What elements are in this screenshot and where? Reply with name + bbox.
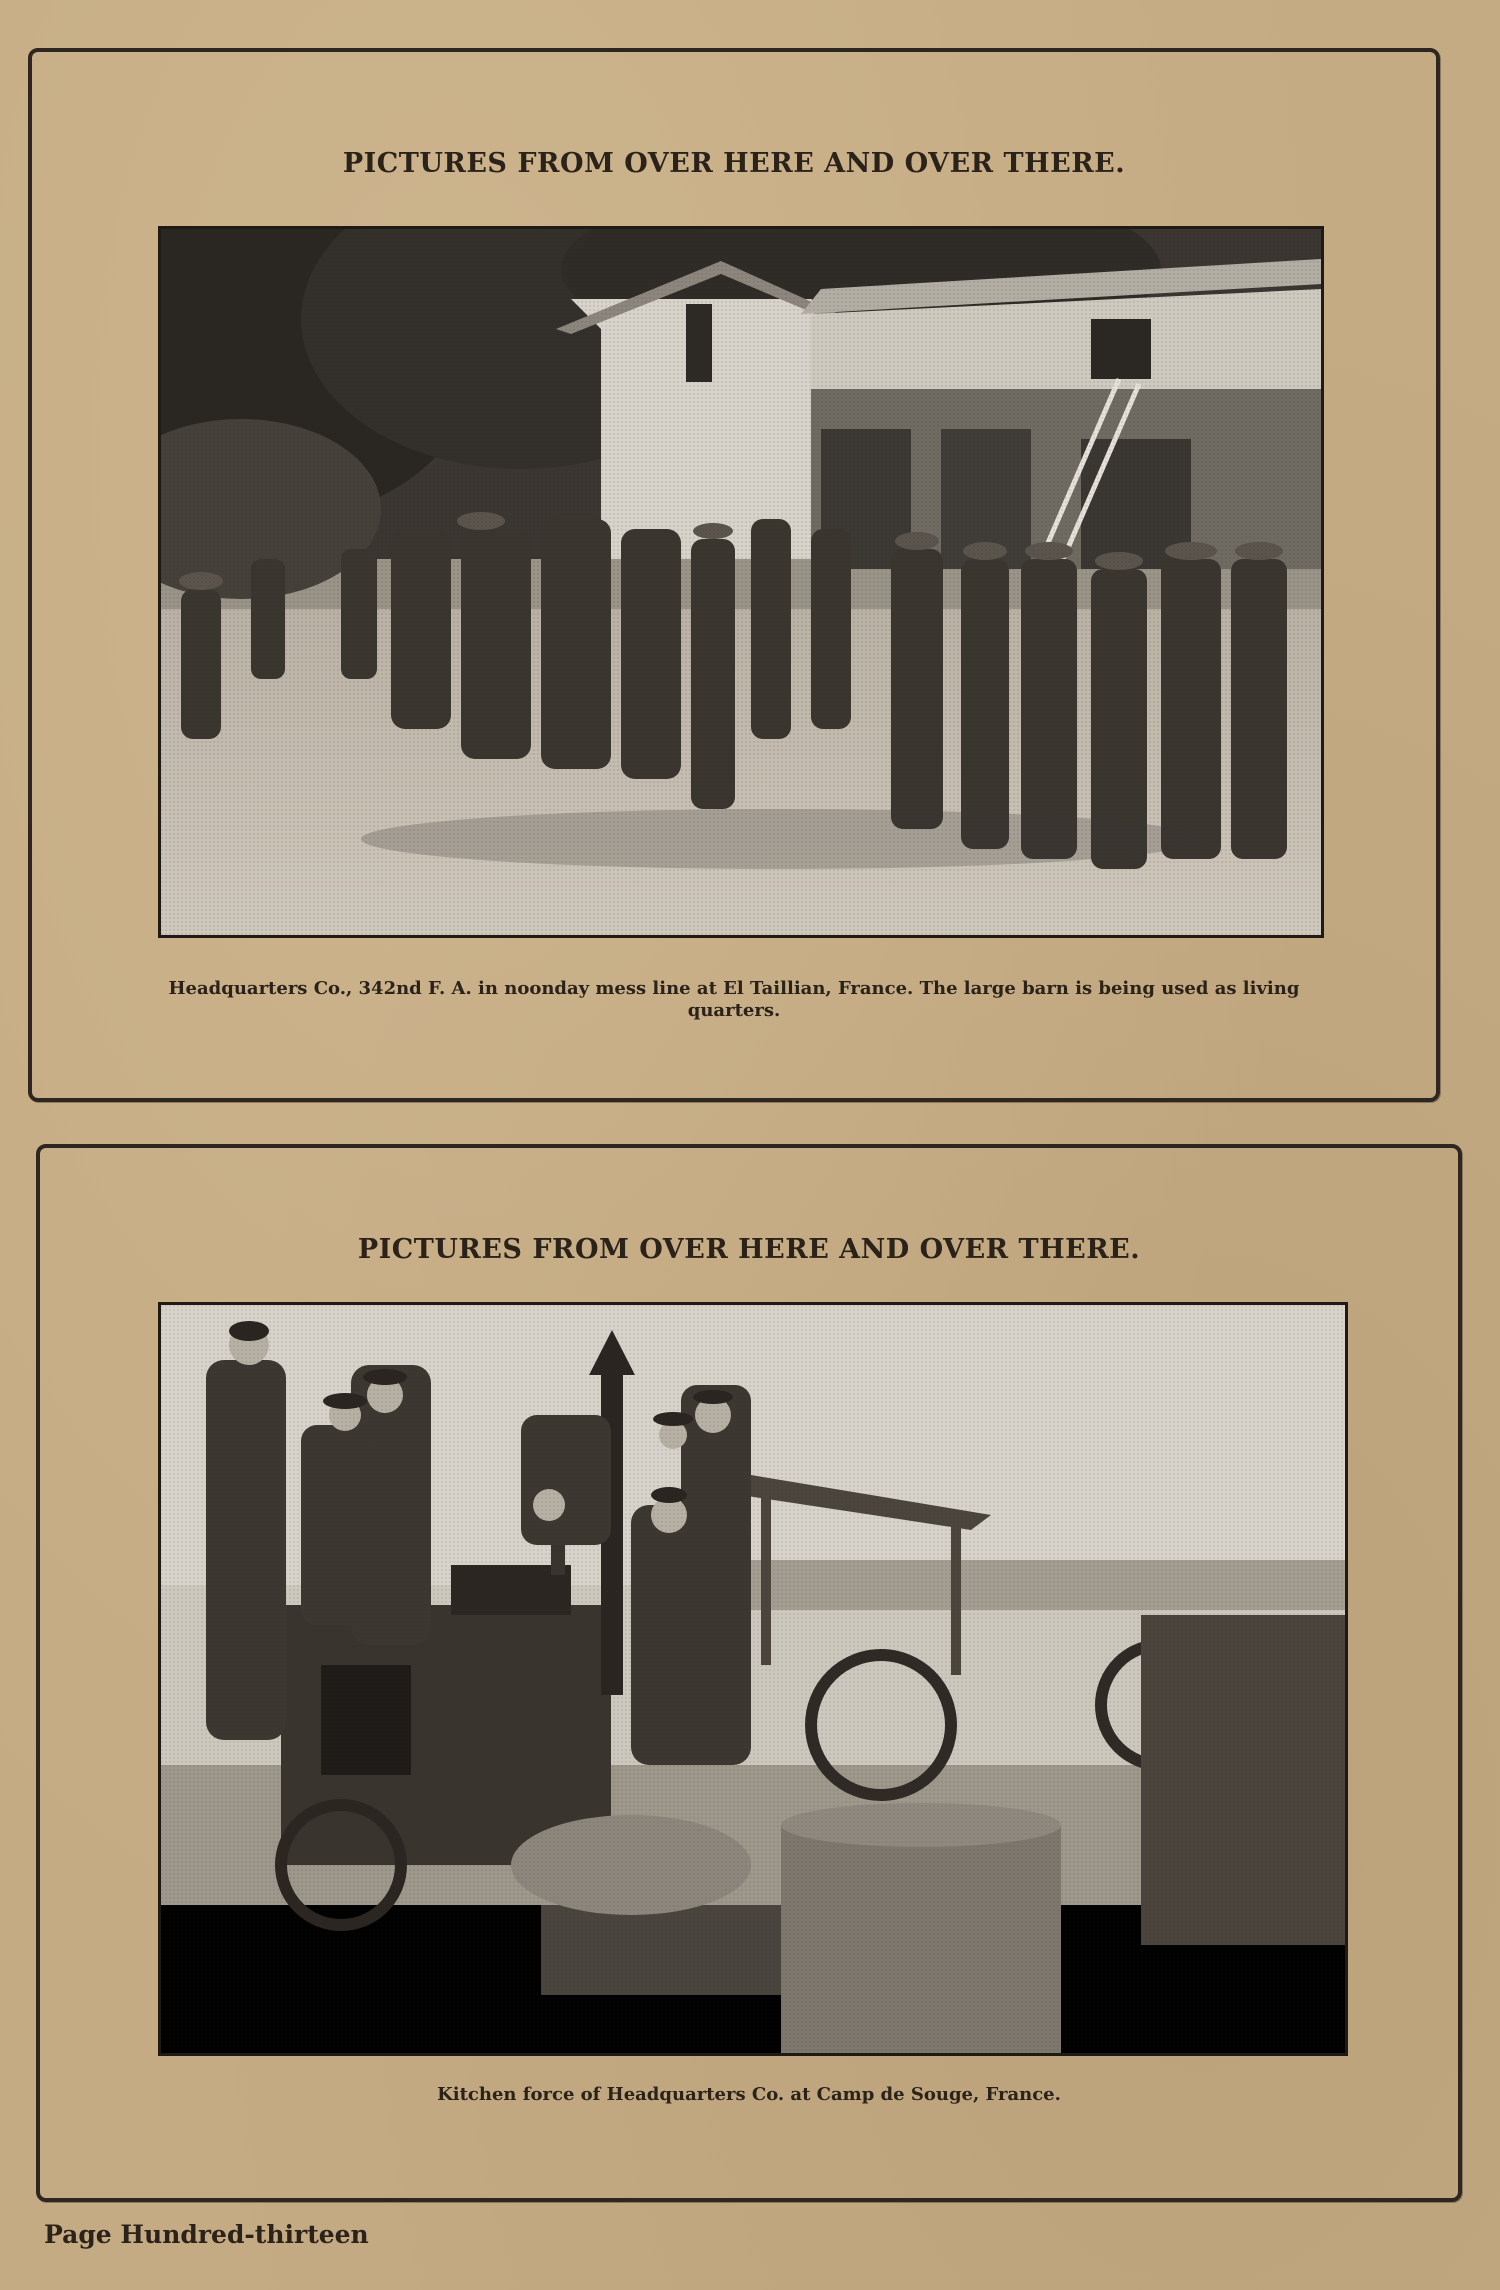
mess-line-photo [158,226,1324,938]
panel-heading: PICTURES FROM OVER HERE AND OVER THERE. [342,148,1126,179]
panel-caption: Kitchen force of Headquarters Co. at Camp de Souge, France. [437,2084,1061,2105]
panel-caption: Headquarters Co., 342nd F. A. in noonday mess line at El Taillian, France. The large barn is being used as living quarters. [168,978,1300,1021]
kitchen-force-photo [158,1302,1348,2056]
photo-panel-top [28,48,1440,1102]
kitchen-force-illustration [161,1305,1345,2053]
page-number: Page Hundred-thirteen [44,2220,369,2249]
panel-heading: PICTURES FROM OVER HERE AND OVER THERE. [357,1234,1141,1265]
photo-panel-bottom [36,1144,1462,2202]
mess-line-illustration [161,229,1321,935]
